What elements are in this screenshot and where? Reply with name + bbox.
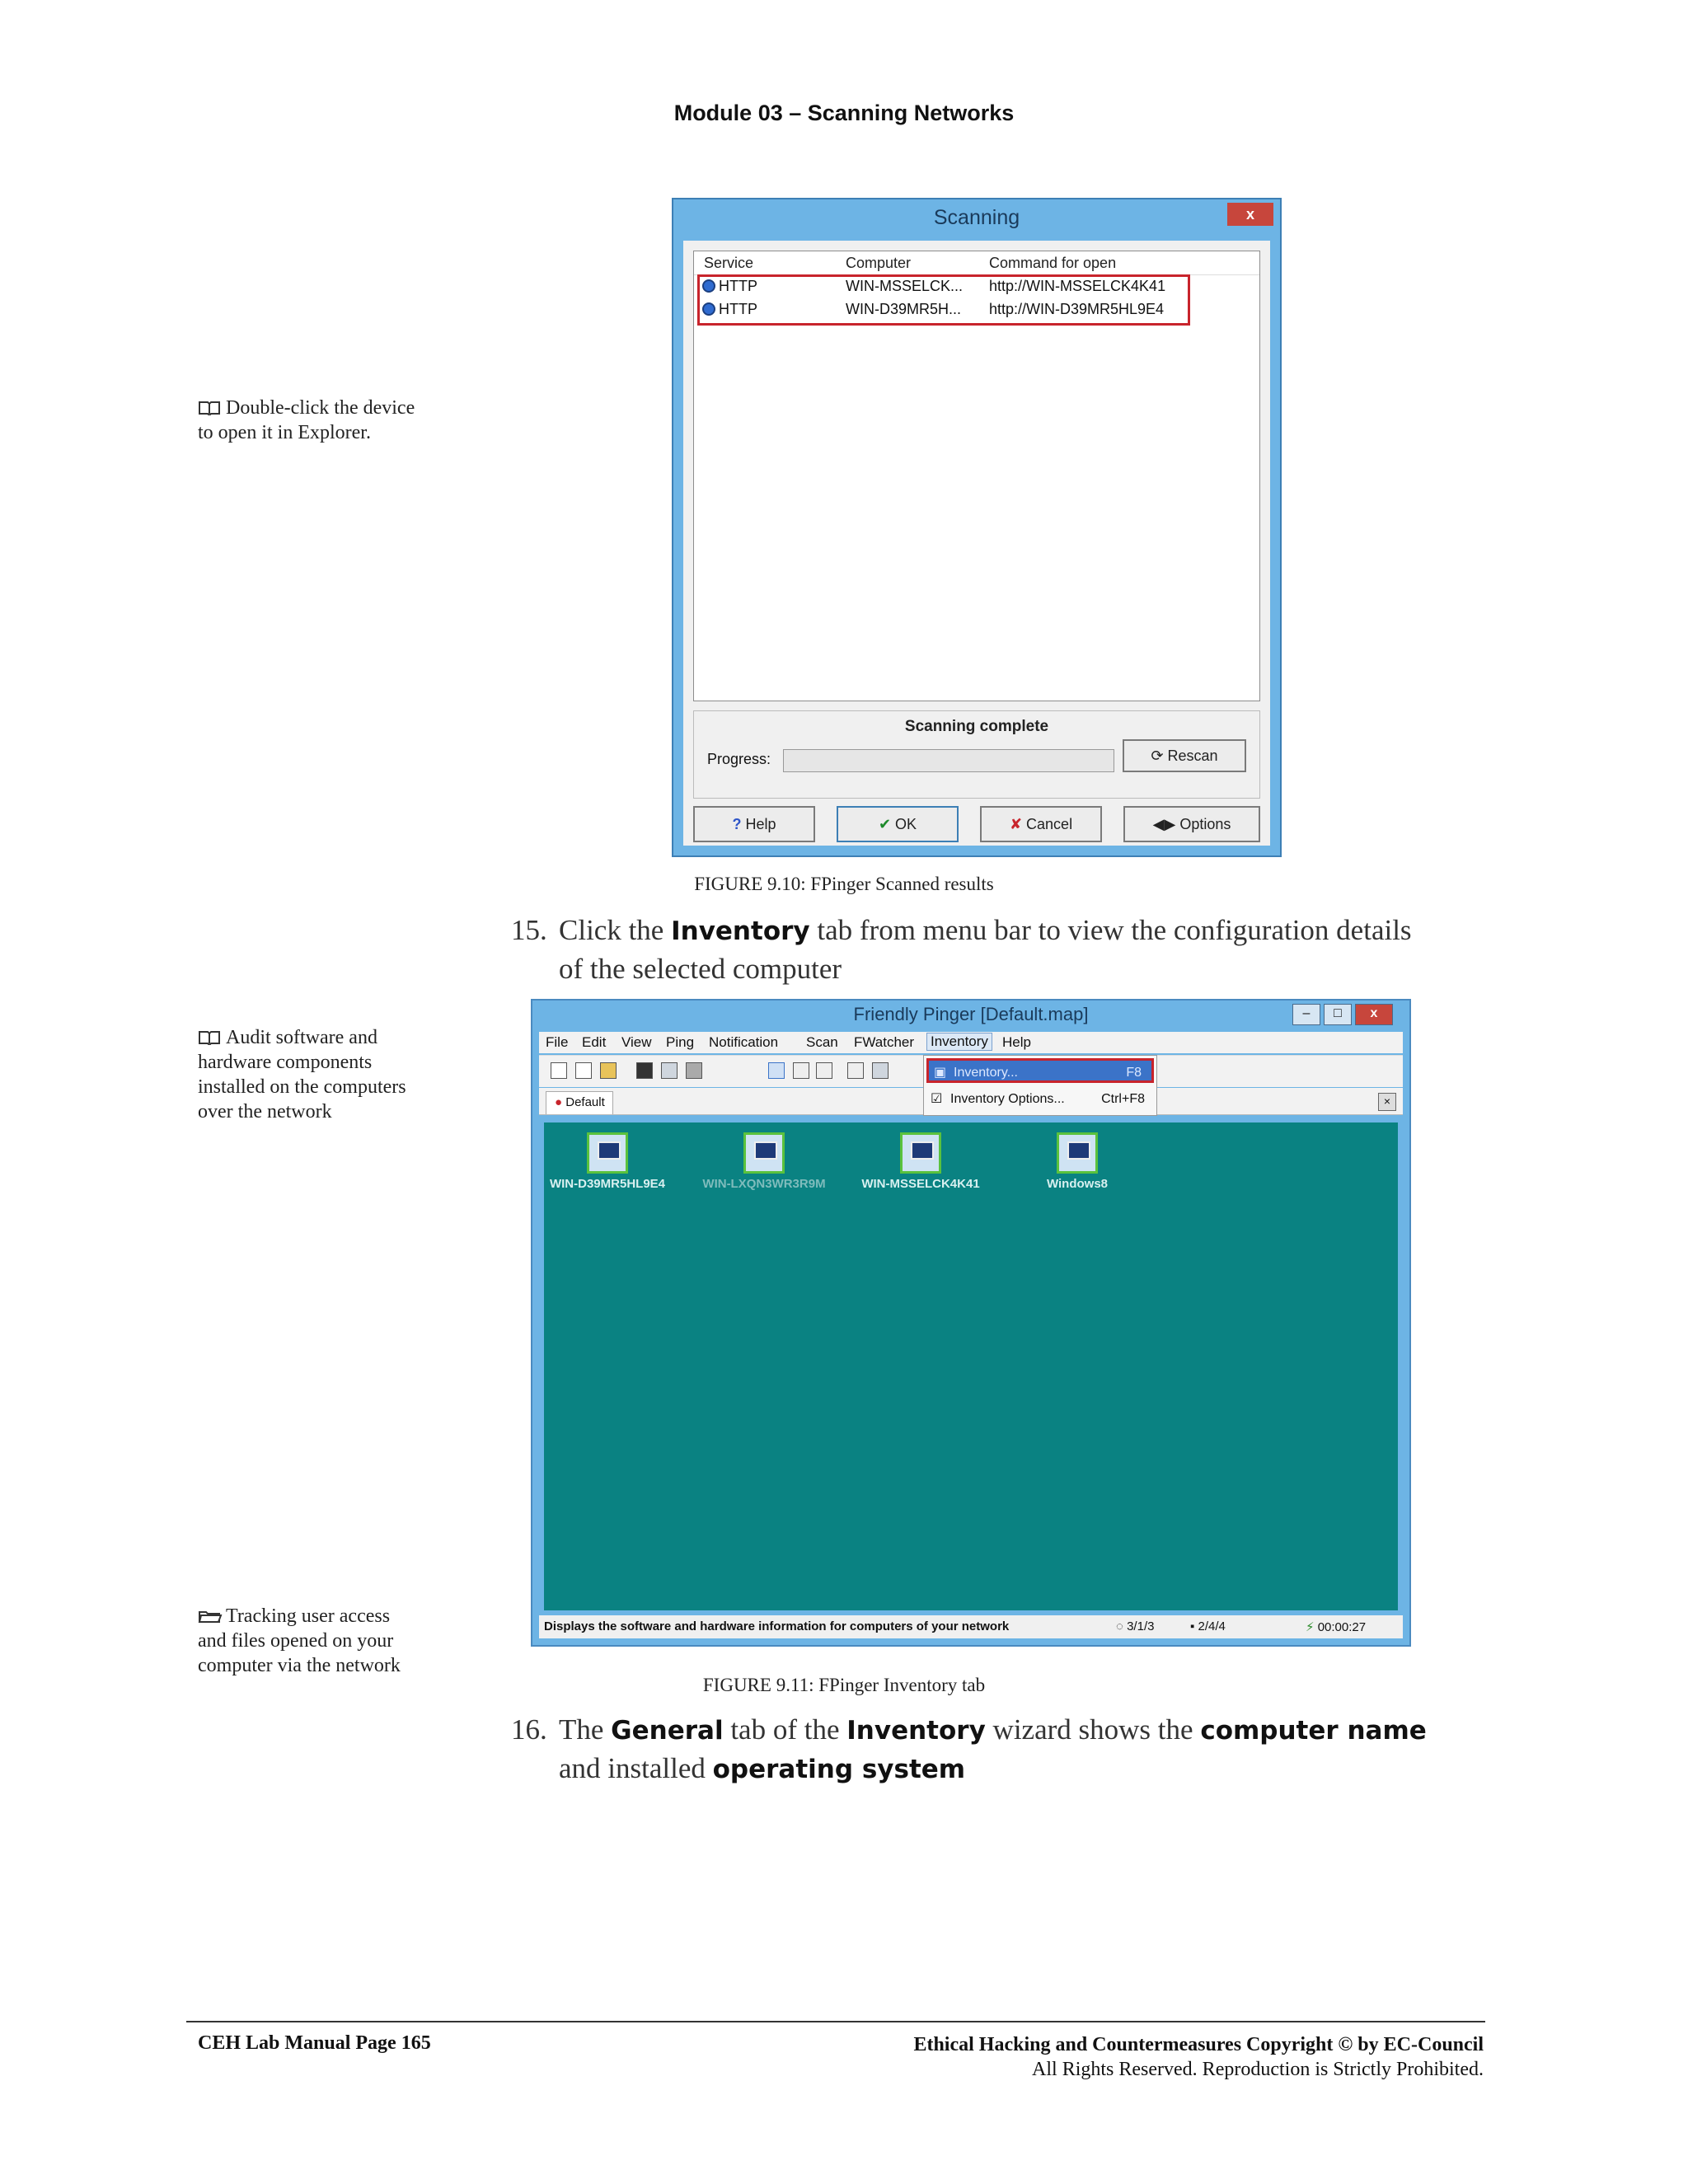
- list-header: [694, 255, 1259, 275]
- check-icon: ✔: [878, 816, 896, 832]
- cut-icon[interactable]: [847, 1062, 864, 1079]
- status-ping-count: ◌ 3/1/3: [1116, 1619, 1155, 1633]
- menu-notification[interactable]: Notification: [709, 1034, 779, 1050]
- host-item[interactable]: WIN-LXQN3WR3R9M: [702, 1132, 826, 1191]
- new-icon[interactable]: [551, 1062, 567, 1079]
- scan-status: Scanning complete: [904, 718, 1049, 735]
- edit-icon[interactable]: [768, 1062, 785, 1079]
- figure-caption-2: FIGURE 9.11: FPinger Inventory tab: [702, 1675, 986, 1695]
- status-time: ⚡ 00:00:27: [1306, 1620, 1367, 1634]
- window-title: Friendly Pinger [Default.map]: [853, 1004, 1089, 1024]
- host-item[interactable]: Windows8: [1015, 1132, 1139, 1191]
- menu-item-inventory[interactable]: ▣ Inventory... F8: [926, 1058, 1154, 1083]
- book-icon: [198, 1027, 221, 1042]
- menu-fwatcher[interactable]: FWatcher: [854, 1034, 915, 1050]
- minimize-icon[interactable]: –: [1292, 1004, 1320, 1025]
- sidenote-explorer: Double-click the device to open it in Explorer.: [198, 397, 415, 443]
- status-text: Displays the software and hardware information for computers of your network: [544, 1619, 1010, 1633]
- menu-ping[interactable]: Ping: [666, 1034, 695, 1050]
- progress-bar: [783, 749, 1114, 772]
- status-bar: [539, 1615, 1403, 1638]
- footer-divider: [186, 2021, 1485, 2022]
- friendly-pinger-window: [531, 999, 1411, 1647]
- highlight-box: [697, 274, 1190, 326]
- list-item[interactable]: HTTP WIN-MSSELCK... http://WIN-MSSELCK4K41: [694, 278, 1259, 299]
- menu-scan[interactable]: Scan: [806, 1034, 838, 1050]
- ok-button[interactable]: ✔ OK: [837, 806, 959, 842]
- scanning-dialog: [672, 198, 1282, 857]
- question-icon: ?: [732, 816, 746, 832]
- inventory-dropdown: [923, 1055, 1157, 1116]
- list-item[interactable]: HTTP WIN-D39MR5H... http://WIN-D39MR5HL9E4: [694, 301, 1259, 322]
- folder-icon: [198, 1605, 221, 1620]
- status-host-count: ▪ 2/4/4: [1190, 1619, 1226, 1633]
- computer-icon: [900, 1132, 941, 1174]
- close-tab-icon[interactable]: ×: [1378, 1093, 1396, 1111]
- rescan-button[interactable]: ⟳ Rescan: [1123, 739, 1246, 772]
- host-item[interactable]: WIN-MSSELCK4K41: [859, 1132, 982, 1191]
- menu-edit[interactable]: Edit: [582, 1034, 607, 1050]
- ping-icon: ◌: [1116, 1619, 1128, 1633]
- open-icon[interactable]: [600, 1062, 617, 1079]
- step-16: 16. The General tab of the Inventory wizard shows the computer name and installed operating system: [511, 1713, 1427, 1784]
- sidenote-audit: Audit software and hardware components installed on the computers over the network: [198, 1027, 406, 1122]
- computer-icon: [1057, 1132, 1098, 1174]
- cancel-button[interactable]: ✘ Cancel: [980, 806, 1102, 842]
- folder-icon[interactable]: [686, 1062, 702, 1079]
- close-icon[interactable]: x: [1227, 203, 1273, 226]
- map-icon: ●: [555, 1095, 566, 1109]
- x-icon: ✘: [1009, 816, 1027, 832]
- results-list: [693, 251, 1260, 701]
- column-service[interactable]: Service: [704, 255, 754, 271]
- menu-help[interactable]: Help: [1002, 1034, 1031, 1050]
- sidenote-tracking: Tracking user access and files opened on your computer via the network: [198, 1605, 401, 1676]
- menu-bar: [539, 1032, 1403, 1053]
- close-icon[interactable]: x: [1355, 1004, 1393, 1025]
- progress-label: Progress:: [707, 751, 771, 767]
- dialog-body: [683, 241, 1270, 846]
- network-map[interactable]: [544, 1122, 1398, 1610]
- undo-icon[interactable]: [793, 1062, 809, 1079]
- save-icon[interactable]: [636, 1062, 653, 1079]
- properties-icon[interactable]: [661, 1062, 678, 1079]
- hosts-icon: ▪: [1190, 1619, 1198, 1633]
- computer-icon: [743, 1132, 785, 1174]
- clock-icon: ⚡: [1306, 1620, 1318, 1634]
- options-button[interactable]: ◀▶ Options: [1123, 806, 1260, 842]
- inventory-icon: ▣: [934, 1066, 947, 1080]
- column-computer[interactable]: Computer: [846, 255, 912, 271]
- redo-icon[interactable]: [816, 1062, 832, 1079]
- arrows-icon: ◀▶: [1152, 816, 1180, 832]
- new-map-icon[interactable]: [575, 1062, 592, 1079]
- column-command[interactable]: Command for open: [989, 255, 1117, 271]
- menu-inventory[interactable]: Inventory: [926, 1033, 992, 1051]
- help-button[interactable]: ? Help: [693, 806, 815, 842]
- host-item[interactable]: WIN-D39MR5HL9E4: [546, 1132, 669, 1191]
- menu-item-inventory-options[interactable]: ☑ Inventory Options... Ctrl+F8: [924, 1087, 1156, 1112]
- menu-file[interactable]: File: [546, 1034, 569, 1050]
- dialog-title: Scanning: [933, 206, 1020, 229]
- book-icon: [198, 397, 221, 412]
- progress-group: [693, 710, 1260, 799]
- maximize-icon[interactable]: □: [1324, 1004, 1352, 1025]
- tab-default[interactable]: ● Default: [546, 1091, 613, 1114]
- step-15: 15. Click the Inventory tab from menu bar to view the configuration details of the selected computer: [511, 914, 1412, 985]
- figure-caption-1: FIGURE 9.10: FPinger Scanned results: [694, 874, 994, 894]
- computer-icon: [587, 1132, 628, 1174]
- footer-page: CEH Lab Manual Page 165: [198, 2032, 431, 2054]
- footer-copyright: Ethical Hacking and Countermeasures Copyright © by EC-Council All Rights Reserved. Reproduction is Strictly Prohibited.: [913, 2034, 1484, 2080]
- refresh-icon: ⟳: [1151, 748, 1168, 764]
- copy-icon[interactable]: [872, 1062, 889, 1079]
- page-header: Module 03 – Scanning Networks: [673, 101, 1015, 125]
- options-icon: ☑: [931, 1092, 943, 1106]
- menu-view[interactable]: View: [621, 1034, 652, 1050]
